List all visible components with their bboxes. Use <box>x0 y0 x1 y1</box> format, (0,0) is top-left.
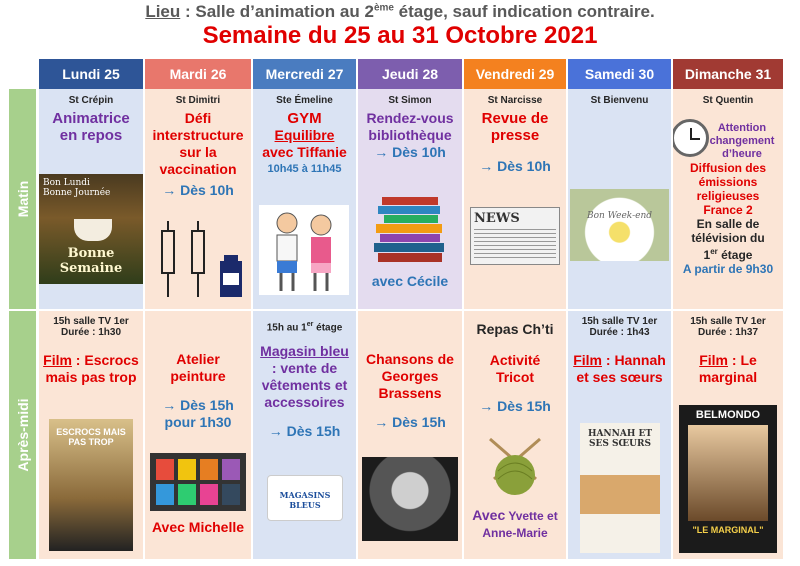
cell-text: religieuses <box>696 189 760 203</box>
shop-name: Magasin bleu <box>260 343 349 360</box>
cell-jeudi-morning <box>358 89 462 309</box>
cell-text: Tricot <box>495 369 535 385</box>
yarn-ball-image <box>480 435 550 497</box>
poster-title: BELMONDO <box>695 409 761 421</box>
film-label: Film <box>573 352 602 368</box>
image-caption: Bon Week-end <box>586 211 653 221</box>
seniors-gym-image <box>259 205 349 295</box>
location-note <box>0 2 800 22</box>
saint-name: St Simon <box>388 95 432 106</box>
poster-photo <box>688 425 768 521</box>
cell-jeudi-afternoon <box>358 311 462 559</box>
daisy-image <box>570 189 669 261</box>
film-title: : Hannah et ses sœurs <box>576 352 666 385</box>
brassens-photo <box>362 457 458 541</box>
saint-name: St Narcisse <box>487 95 543 106</box>
cell-text: Brassens <box>378 385 442 401</box>
row-label-afternoon-text: Après-midi <box>14 398 31 472</box>
cell-text-part: étage <box>717 248 753 262</box>
cell-text: Activité <box>489 352 541 368</box>
books-image <box>370 189 450 269</box>
saint-name: St Quentin <box>702 95 754 106</box>
row-label-morning-text: Matin <box>14 180 31 218</box>
cell-text: Chansons de <box>366 351 454 367</box>
cell-text: peinture <box>170 368 226 384</box>
cell-text: Avec <box>472 507 506 523</box>
cell-text: en repos <box>59 127 123 144</box>
saint-name: St Bienvenu <box>590 95 649 106</box>
cell-text: Repas Ch’ti <box>476 321 554 337</box>
cell-text: presse <box>490 127 540 144</box>
location-label: Lieu <box>145 2 181 21</box>
poster-title: HANNAH ET SES SŒURS <box>587 429 653 449</box>
time-text: → Dès 15h <box>479 398 551 414</box>
info-text: 15h salle TV 1er <box>581 316 658 327</box>
cell-samedi-morning <box>568 89 671 309</box>
cell-text: Attention <box>717 122 767 134</box>
cell-text: bibliothèque <box>368 127 452 143</box>
cell-text: vaccination <box>159 161 237 177</box>
info-text: 15h au 1 <box>266 322 307 334</box>
day-header-vendredi: Vendredi 29 <box>464 59 566 89</box>
time-text: → Dès 10h <box>374 144 446 160</box>
cell-text: avec Cécile <box>371 273 449 289</box>
saint-name: St Crépin <box>68 95 114 106</box>
time-text: A partir de 9h30 <box>682 262 774 276</box>
time-text: → Dès 15h <box>374 414 446 430</box>
cell-lundi-morning <box>39 89 143 309</box>
syringes-image <box>148 221 248 301</box>
cell-text: Rendez-vous <box>366 110 454 126</box>
cell-mardi-morning <box>145 89 251 309</box>
row-label-afternoon <box>9 311 36 559</box>
time-text: pour 1h30 <box>164 414 232 430</box>
info-text: Durée : 1h37 <box>697 327 759 338</box>
cell-text-part: 1 <box>703 248 711 262</box>
film-label: Film <box>43 352 72 368</box>
cell-vendredi-afternoon <box>464 311 566 559</box>
time-text: → Dès 15h <box>268 423 341 440</box>
cell-vendredi-morning <box>464 89 566 309</box>
info-text: étage <box>313 322 343 334</box>
cell-text: Georges <box>381 368 439 384</box>
cell-text: d’heure <box>722 148 762 160</box>
week-title: Semaine du 25 au 31 Octobre 2021 <box>202 22 598 49</box>
film-poster <box>580 423 660 553</box>
cell-text: Diffusion des <box>689 161 766 175</box>
day-header-samedi: Samedi 30 <box>568 59 671 89</box>
cell-text: Atelier <box>176 351 220 367</box>
film-title: : Le marginal <box>698 352 758 385</box>
cell-text: avec Tiffanie <box>262 144 347 160</box>
poster-title: "LE MARGINAL" <box>692 525 764 535</box>
cell-text: GYM <box>287 110 322 127</box>
saint-name: Ste Émeline <box>276 95 333 106</box>
location-text: : Salle d’animation au 2 <box>180 2 374 21</box>
newspaper-lines <box>474 229 556 259</box>
info-text: Durée : 1h30 <box>60 327 122 338</box>
cell-lundi-afternoon <box>39 311 143 559</box>
cup-shape <box>74 219 112 241</box>
image-caption: Bonne Journée <box>43 188 111 198</box>
cell-text: En salle de <box>696 217 760 231</box>
time-text: → Dès 10h <box>479 158 551 174</box>
cell-text: Défi <box>184 110 212 126</box>
info-text: 15h salle TV 1er <box>690 316 766 327</box>
cell-text: Yvette et <box>505 509 558 523</box>
day-header-mercredi: Mercredi 27 <box>253 59 356 89</box>
time-text: 10h45 à 11h45 <box>267 163 342 175</box>
paint-palette-image <box>150 453 246 511</box>
day-header-mardi: Mardi 26 <box>145 59 251 89</box>
info-text: Durée : 1h43 <box>589 327 650 338</box>
cell-text: sur la <box>179 144 217 160</box>
day-header-lundi: Lundi 25 <box>39 59 143 89</box>
cell-text: Animatrice <box>52 110 130 127</box>
cell-text: Revue de <box>481 110 549 127</box>
newspaper-image <box>470 207 560 265</box>
day-header-dimanche: Dimanche 31 <box>673 59 783 89</box>
cell-text: France 2 <box>703 203 753 217</box>
film-poster <box>49 419 133 551</box>
row-label-morning <box>9 89 36 309</box>
info-text: 15h salle TV 1er <box>53 316 129 327</box>
film-title: : Escrocs mais pas trop <box>45 352 139 385</box>
film-label: Film <box>699 352 728 368</box>
logo-text: MAGASINS BLEUS <box>279 490 331 510</box>
cell-mardi-afternoon <box>145 311 251 559</box>
cell-text: télévision du <box>691 231 765 245</box>
cell-dimanche-afternoon <box>673 311 783 559</box>
film-poster <box>679 405 777 553</box>
time-text: → Dès 15h <box>162 397 234 413</box>
bonne-semaine-image <box>39 174 143 284</box>
image-caption: Bon Lundi <box>43 178 90 188</box>
cell-text: : vente de vêtements et accessoires <box>261 360 348 411</box>
cell-dimanche-morning <box>673 89 783 309</box>
cell-text: Anne-Marie <box>482 526 548 540</box>
cell-text <box>676 245 780 262</box>
cell-mercredi-afternoon <box>253 311 356 559</box>
cell-text: changement <box>709 135 775 147</box>
cell-samedi-afternoon <box>568 311 671 559</box>
magasins-bleus-logo <box>267 475 343 521</box>
cell-text-sup: er <box>710 247 718 256</box>
cell-text: Avec Michelle <box>151 519 245 535</box>
poster-title: ESCROCS MAIS PAS TROP <box>56 427 126 447</box>
image-caption: Bonne Semaine <box>59 246 123 276</box>
day-header-jeudi: Jeudi 28 <box>358 59 462 89</box>
saint-name: St Dimitri <box>175 95 221 106</box>
cell-text: émissions <box>698 175 758 189</box>
cell-mercredi-morning <box>253 89 356 309</box>
location-sup: ème <box>373 2 394 14</box>
time-text: → Dès 10h <box>162 182 234 198</box>
cell-text: Equilibre <box>274 127 335 143</box>
cell-text: interstructure <box>152 127 244 143</box>
newspaper-headline: NEWS <box>474 211 520 226</box>
location-rest: étage, sauf indication contraire. <box>393 2 655 21</box>
info-sup: er <box>306 321 314 328</box>
